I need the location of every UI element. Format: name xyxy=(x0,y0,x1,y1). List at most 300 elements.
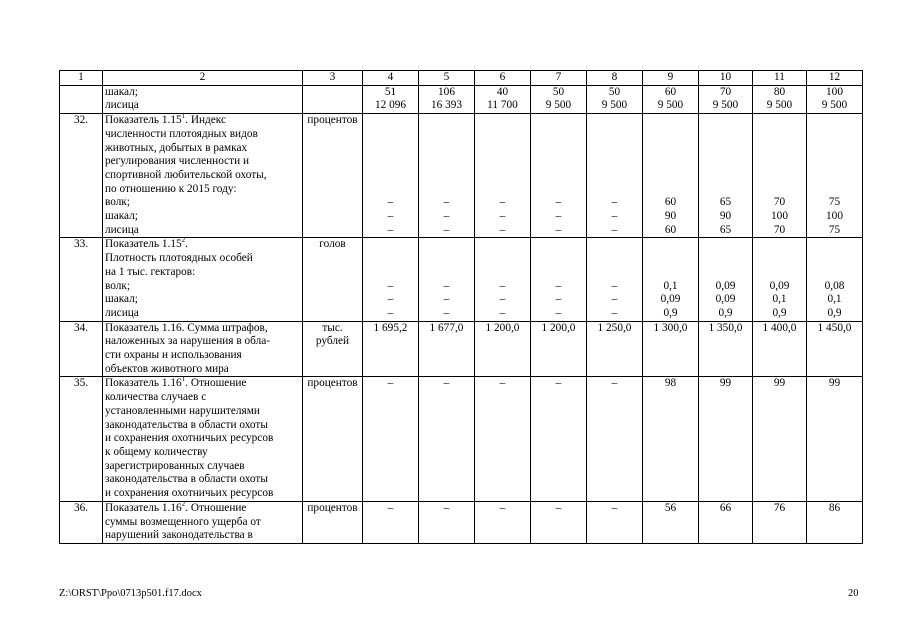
value-cell xyxy=(699,321,753,377)
value-line: 0,1 xyxy=(663,279,678,292)
value-cell xyxy=(419,377,475,501)
value-cell xyxy=(807,377,863,501)
value-line xyxy=(533,238,584,252)
value-cell xyxy=(531,321,587,377)
description-line: волк; xyxy=(105,279,131,292)
value-cell xyxy=(475,238,531,321)
unit-line xyxy=(305,86,360,100)
column-header: 6 xyxy=(475,71,531,86)
unit-line: процентов xyxy=(307,501,358,514)
value-line xyxy=(755,128,804,142)
value-cell xyxy=(419,238,475,321)
description-line: зарегистрированных случаев xyxy=(105,459,245,472)
value-line xyxy=(533,266,584,280)
value-cell xyxy=(531,501,587,543)
value-line: – xyxy=(555,306,562,319)
value-line xyxy=(645,266,696,280)
description-line: на 1 тыс. гектаров: xyxy=(105,265,196,278)
value-line: 1 695,2 xyxy=(373,321,408,334)
value-line xyxy=(589,266,640,280)
value-cell xyxy=(531,377,587,501)
row-number: 33. xyxy=(60,238,103,321)
value-line xyxy=(365,238,416,252)
value-line xyxy=(477,238,528,252)
value-line xyxy=(477,155,528,169)
value-line: – xyxy=(387,210,394,223)
description-line: Показатель 1.15$^2$. xyxy=(105,237,188,251)
value-line: – xyxy=(443,377,450,390)
value-cell xyxy=(363,377,419,501)
column-header: 8 xyxy=(587,71,643,86)
value-cell xyxy=(531,85,587,113)
value-line xyxy=(365,114,416,128)
value-line: 65 xyxy=(719,223,732,236)
description-line: численности плотоядных видов xyxy=(105,127,258,140)
row-number: 34. xyxy=(60,321,103,377)
value-line xyxy=(809,142,860,156)
page-number: 20 xyxy=(848,588,859,599)
value-line: – xyxy=(387,306,394,319)
value-line: 65 xyxy=(719,196,732,209)
value-line xyxy=(477,266,528,280)
value-line: 1 677,0 xyxy=(429,321,464,334)
value-line xyxy=(477,114,528,128)
value-line: 40 xyxy=(496,85,509,98)
value-line: – xyxy=(555,196,562,209)
description-line: и сохранения охотничьих ресурсов xyxy=(105,432,274,445)
description-line: лисица xyxy=(105,306,139,319)
value-cell xyxy=(419,501,475,543)
value-cell xyxy=(699,501,753,543)
value-line xyxy=(365,128,416,142)
table-row xyxy=(60,501,863,543)
value-cell xyxy=(363,85,419,113)
value-line: 1 350,0 xyxy=(708,321,743,334)
indicator-description xyxy=(103,85,303,113)
value-line: 1 450,0 xyxy=(817,321,852,334)
value-cell xyxy=(587,501,643,543)
value-line: – xyxy=(611,377,618,390)
value-line xyxy=(755,142,804,156)
value-line: 0,9 xyxy=(827,306,842,319)
description-line: к общему количеству xyxy=(105,445,208,458)
description-line: регулирования численности и xyxy=(105,155,250,168)
description-line: по отношению к 2015 году: xyxy=(105,182,237,195)
value-line: 70 xyxy=(773,196,786,209)
value-line: 86 xyxy=(828,501,841,514)
value-line: 9 500 xyxy=(657,99,684,112)
value-line xyxy=(755,266,804,280)
value-line xyxy=(645,169,696,183)
value-line xyxy=(533,114,584,128)
value-cell xyxy=(587,321,643,377)
value-line: – xyxy=(555,279,562,292)
value-line xyxy=(645,238,696,252)
value-line: 50 xyxy=(608,85,621,98)
value-line: 80 xyxy=(773,85,786,98)
description-line: суммы возмещенного ущерба от xyxy=(105,515,261,528)
value-line xyxy=(365,155,416,169)
table-row xyxy=(60,377,863,501)
value-line xyxy=(365,183,416,197)
value-cell xyxy=(699,238,753,321)
value-line: 9 500 xyxy=(545,99,572,112)
value-line: – xyxy=(555,377,562,390)
value-line xyxy=(809,128,860,142)
value-line xyxy=(421,128,472,142)
value-line xyxy=(421,142,472,156)
column-header: 10 xyxy=(699,71,753,86)
value-line xyxy=(645,128,696,142)
value-line: – xyxy=(387,223,394,236)
value-line: 0,08 xyxy=(824,279,845,292)
value-line: 12 096 xyxy=(374,99,407,112)
value-line xyxy=(645,155,696,169)
value-cell xyxy=(807,114,863,238)
value-line xyxy=(589,252,640,266)
value-line xyxy=(701,142,750,156)
value-line xyxy=(809,252,860,266)
value-line: – xyxy=(611,306,618,319)
value-line: 99 xyxy=(828,377,841,390)
value-line: 75 xyxy=(828,223,841,236)
value-line: 9 500 xyxy=(766,99,793,112)
description-line: Показатель 1.15$^1$. Индекс xyxy=(105,113,227,127)
value-cell xyxy=(419,114,475,238)
value-cell xyxy=(587,85,643,113)
value-cell xyxy=(807,238,863,321)
unit-line: рублей xyxy=(315,335,350,348)
value-line: – xyxy=(443,293,450,306)
unit-of-measure xyxy=(303,377,363,501)
description-line: установленными нарушителями xyxy=(105,404,260,417)
value-line: 66 xyxy=(719,501,732,514)
value-line xyxy=(421,114,472,128)
value-line xyxy=(589,142,640,156)
column-header: 11 xyxy=(753,71,807,86)
description-line: лисица xyxy=(105,223,139,236)
value-line: 76 xyxy=(773,501,786,514)
value-line xyxy=(809,169,860,183)
value-line: 1 400,0 xyxy=(762,321,797,334)
value-line xyxy=(589,155,640,169)
value-line xyxy=(755,114,804,128)
value-cell xyxy=(753,501,807,543)
value-cell xyxy=(475,501,531,543)
value-line xyxy=(589,169,640,183)
unit-of-measure xyxy=(303,501,363,543)
row-number xyxy=(60,85,103,113)
column-header: 4 xyxy=(363,71,419,86)
value-line: – xyxy=(555,501,562,514)
value-line xyxy=(755,155,804,169)
description-line: наложенных за нарушения в обла- xyxy=(105,335,271,348)
value-line: 50 xyxy=(552,85,565,98)
value-line: 100 xyxy=(826,210,843,223)
value-cell xyxy=(643,85,699,113)
description-line: и сохранения охотничьих ресурсов xyxy=(105,487,274,500)
value-line: – xyxy=(611,293,618,306)
value-line: – xyxy=(555,293,562,306)
column-header: 1 xyxy=(60,71,103,86)
value-line xyxy=(755,169,804,183)
value-line xyxy=(645,183,696,197)
value-cell xyxy=(363,114,419,238)
value-line: 100 xyxy=(826,85,843,98)
value-cell xyxy=(753,114,807,238)
value-line xyxy=(809,155,860,169)
value-line xyxy=(701,266,750,280)
value-line xyxy=(421,238,472,252)
value-line xyxy=(701,183,750,197)
value-line xyxy=(533,128,584,142)
value-line xyxy=(809,183,860,197)
value-line: 9 500 xyxy=(712,99,739,112)
value-cell xyxy=(475,377,531,501)
indicator-description xyxy=(103,238,303,321)
value-line: 100 xyxy=(771,210,788,223)
value-line xyxy=(533,169,584,183)
unit-of-measure xyxy=(303,321,363,377)
description-line: нарушений законодательства в xyxy=(105,529,253,542)
value-line: 0,9 xyxy=(663,306,678,319)
column-header: 2 xyxy=(103,71,303,86)
unit-of-measure xyxy=(303,114,363,238)
value-line: 56 xyxy=(664,501,677,514)
unit-of-measure xyxy=(303,85,363,113)
value-line xyxy=(701,252,750,266)
value-cell xyxy=(753,321,807,377)
value-line: – xyxy=(611,210,618,223)
table-row xyxy=(60,114,863,238)
value-cell xyxy=(475,85,531,113)
description-line: сти охраны и использования xyxy=(105,349,242,362)
value-line: – xyxy=(387,293,394,306)
value-line xyxy=(645,252,696,266)
value-cell xyxy=(807,85,863,113)
unit-line: тыс. xyxy=(322,321,343,334)
value-line: – xyxy=(499,306,506,319)
table-row xyxy=(60,85,863,113)
column-header: 12 xyxy=(807,71,863,86)
value-line: – xyxy=(443,501,450,514)
value-line xyxy=(645,142,696,156)
unit-of-measure xyxy=(303,238,363,321)
value-line xyxy=(365,266,416,280)
description-line: лисица xyxy=(105,99,139,112)
value-line: 1 200,0 xyxy=(541,321,576,334)
value-line: – xyxy=(387,279,394,292)
value-line: 16 393 xyxy=(430,99,463,112)
value-line: – xyxy=(499,501,506,514)
value-line xyxy=(701,169,750,183)
description-line: Плотность плотоядных особей xyxy=(105,252,253,265)
value-cell xyxy=(587,114,643,238)
value-line xyxy=(589,183,640,197)
value-line xyxy=(809,266,860,280)
description-line: шакал; xyxy=(105,210,138,223)
value-line: 1 200,0 xyxy=(485,321,520,334)
value-cell xyxy=(587,377,643,501)
value-cell xyxy=(643,238,699,321)
value-line: – xyxy=(443,279,450,292)
value-line: – xyxy=(387,501,394,514)
value-line: 75 xyxy=(828,196,841,209)
value-line: 99 xyxy=(719,377,732,390)
value-line: 0,9 xyxy=(718,306,733,319)
value-line xyxy=(701,114,750,128)
description-line: объектов животного мира xyxy=(105,362,229,375)
description-line: Показатель 1.16$^2$. Отношение xyxy=(105,501,247,514)
value-cell xyxy=(699,114,753,238)
description-line: волк; xyxy=(105,196,131,209)
value-line: – xyxy=(611,196,618,209)
value-cell xyxy=(643,321,699,377)
value-cell xyxy=(643,501,699,543)
value-line: 99 xyxy=(773,377,786,390)
value-line: – xyxy=(499,223,506,236)
value-line xyxy=(477,142,528,156)
value-line xyxy=(589,128,640,142)
value-line: 60 xyxy=(664,196,677,209)
row-number: 35. xyxy=(60,377,103,501)
value-line xyxy=(533,252,584,266)
value-line xyxy=(421,266,472,280)
value-line xyxy=(421,169,472,183)
value-cell xyxy=(363,501,419,543)
value-line xyxy=(477,252,528,266)
value-cell xyxy=(753,85,807,113)
table-header-row xyxy=(60,71,863,86)
value-cell xyxy=(419,85,475,113)
value-line: – xyxy=(443,306,450,319)
value-line: – xyxy=(555,210,562,223)
value-line xyxy=(365,169,416,183)
value-line: 106 xyxy=(438,85,455,98)
value-line: 98 xyxy=(664,377,677,390)
column-header: 5 xyxy=(419,71,475,86)
value-line xyxy=(809,238,860,252)
value-line: – xyxy=(499,196,506,209)
value-cell xyxy=(531,114,587,238)
value-cell xyxy=(587,238,643,321)
description-line: Показатель 1.16$^1$. Отношение xyxy=(105,376,247,390)
value-line xyxy=(755,183,804,197)
value-line: 0,09 xyxy=(769,279,790,292)
value-line xyxy=(365,252,416,266)
value-line: – xyxy=(611,223,618,236)
value-cell xyxy=(643,114,699,238)
value-line: 11 700 xyxy=(487,99,518,112)
column-header: 7 xyxy=(531,71,587,86)
value-line: 90 xyxy=(664,210,677,223)
value-line xyxy=(533,155,584,169)
value-line: – xyxy=(555,223,562,236)
value-line: 70 xyxy=(773,223,786,236)
value-line xyxy=(365,142,416,156)
value-cell xyxy=(753,238,807,321)
value-line: – xyxy=(387,196,394,209)
value-line xyxy=(477,169,528,183)
value-cell xyxy=(699,377,753,501)
value-line xyxy=(477,128,528,142)
value-cell xyxy=(475,321,531,377)
value-cell xyxy=(643,377,699,501)
table-row xyxy=(60,238,863,321)
value-line: – xyxy=(499,210,506,223)
description-line: шакал; xyxy=(105,293,138,306)
value-line: 0,1 xyxy=(772,293,787,306)
unit-line: голов xyxy=(319,238,346,251)
value-line: – xyxy=(443,223,450,236)
footer-file-path: Z:\ORST\Ppo\0713p501.f17.docx xyxy=(59,588,202,599)
value-line: – xyxy=(443,196,450,209)
value-line: 70 xyxy=(719,85,732,98)
value-line xyxy=(701,238,750,252)
value-line: 0,9 xyxy=(772,306,787,319)
value-line xyxy=(755,238,804,252)
value-line: 1 300,0 xyxy=(653,321,688,334)
description-line: Показатель 1.16. Сумма штрафов, xyxy=(105,321,268,334)
value-line: 90 xyxy=(719,210,732,223)
description-line: законодательства в области охоты xyxy=(105,418,268,431)
value-line: 51 xyxy=(384,85,397,98)
column-header: 9 xyxy=(643,71,699,86)
indicator-description xyxy=(103,501,303,543)
value-cell xyxy=(531,238,587,321)
indicator-table xyxy=(59,70,863,544)
value-line xyxy=(701,155,750,169)
unit-line: процентов xyxy=(307,377,358,390)
value-line: – xyxy=(499,279,506,292)
row-number: 32. xyxy=(60,114,103,238)
value-line: – xyxy=(499,377,506,390)
description-line: количества случаев с xyxy=(105,391,207,404)
indicator-description xyxy=(103,321,303,377)
value-line xyxy=(533,183,584,197)
value-line xyxy=(421,155,472,169)
value-line: 0,1 xyxy=(827,293,842,306)
value-line xyxy=(477,183,528,197)
table-row xyxy=(60,321,863,377)
value-line: 0,09 xyxy=(715,293,736,306)
value-line: 1 250,0 xyxy=(597,321,632,334)
value-cell xyxy=(753,377,807,501)
value-line: 0,09 xyxy=(715,279,736,292)
indicator-description xyxy=(103,114,303,238)
value-line: 60 xyxy=(664,223,677,236)
value-line: – xyxy=(611,279,618,292)
value-cell xyxy=(419,321,475,377)
column-header: 3 xyxy=(303,71,363,86)
value-line xyxy=(533,142,584,156)
value-line: – xyxy=(611,501,618,514)
value-line: 9 500 xyxy=(601,99,628,112)
value-line: 60 xyxy=(664,85,677,98)
value-line xyxy=(589,238,640,252)
value-line xyxy=(809,114,860,128)
value-line: – xyxy=(499,293,506,306)
value-line xyxy=(421,183,472,197)
value-line xyxy=(421,252,472,266)
value-line: 9 500 xyxy=(821,99,848,112)
indicator-description xyxy=(103,377,303,501)
value-cell xyxy=(699,85,753,113)
value-cell xyxy=(363,321,419,377)
value-line xyxy=(645,114,696,128)
value-line xyxy=(701,128,750,142)
description-line: животных, добытых в рамках xyxy=(105,141,248,154)
